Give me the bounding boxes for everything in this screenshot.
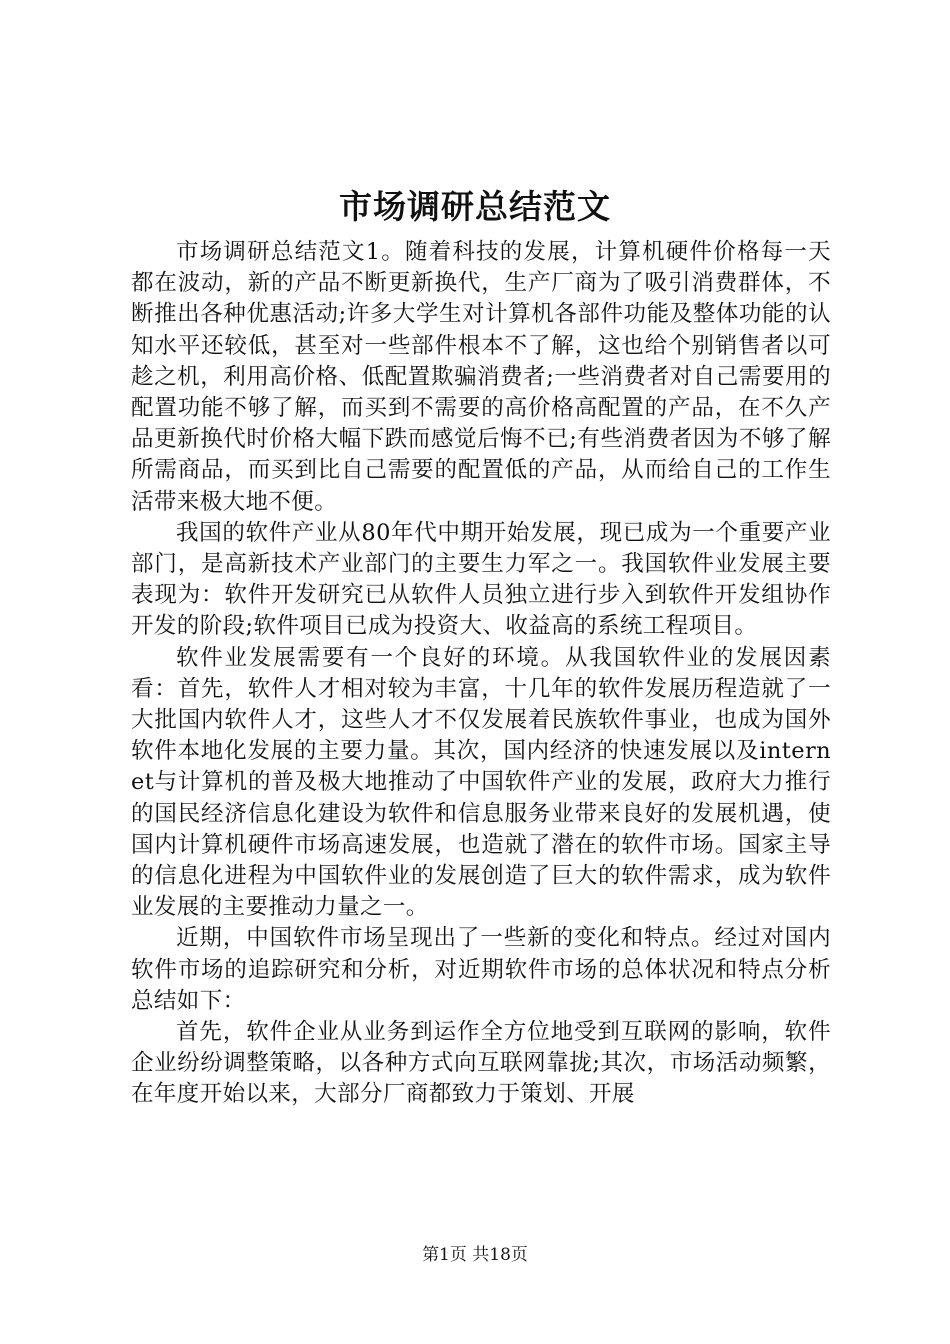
document-body — [131, 237, 831, 1111]
paragraph-1: 市场调研总结范文1。随着科技的发展，计算机硬件价格每一天都在波动，新的产品不断更新换代，生产厂商为了吸引消费群体，不断推出各种优惠活动;许多大学生对计算机各部件功能及整体功能的认知水平还较低，甚至对一些部件根本不了解，这也给个别销售者以可趁之机，利用高价格、低配置欺骗消费者;一些消费者对自己需要用的配置功能不够了解，而买到不需要的高价格高配置的产品，在不久产品更新换代时价格大幅下跌而感觉后悔不已;有些消费者因为不够了解所需商品，而买到比自己需要的配置低的产品，从而给自己的工作生活带来极大地不便。 — [131, 239, 831, 515]
paragraph-4: 近期，中国软件市场呈现出了一些新的变化和特点。经过对国内软件市场的追踪研究和分析，对近期软件市场的总体状况和特点分析总结如下： — [131, 925, 831, 1014]
paragraph-3: 软件业发展需要有一个良好的环境。从我国软件业的发展因素看：首先，软件人才相对较为丰富，十几年的软件发展历程造就了一大批国内软件人才，这些人才不仅发展着民族软件事业，也成为国外软件本地化发展的主要力量。其次，国内经济的快速发展以及internet与计算机的普及极大地推动了中国软件产业的发展，政府大力推行的国民经济信息化建设为软件和信息服务业带来良好的发展机遇，使国内计算机硬件市场高速发展，也造就了潜在的软件市场。国家主导的信息化进程为中国软件业的发展创造了巨大的软件需求，成为软件业发展的主要推动力量之一。 — [131, 644, 831, 921]
document-title: 市场调研总结范文 — [339, 187, 611, 226]
paragraph-5: 首先，软件企业从业务到运作全方位地受到互联网的影响，软件企业纷纷调整策略，以各种方式向互联网靠拢;其次，市场活动频繁，在年度开始以来，大部分厂商都致力于策划、开展 — [131, 1019, 831, 1108]
page-number-footer: 第1页 共18页 — [422, 1245, 528, 1265]
paragraph-2: 我国的软件产业从80年代中期开始发展，现已成为一个重要产业部门，是高新技术产业部门的主要生力军之一。我国软件业发展主要表现为：软件开发研究已从软件人员独立进行步入到软件开发组协作开发的阶段;软件项目已成为投资大、收益高的系统工程项目。 — [131, 519, 831, 640]
